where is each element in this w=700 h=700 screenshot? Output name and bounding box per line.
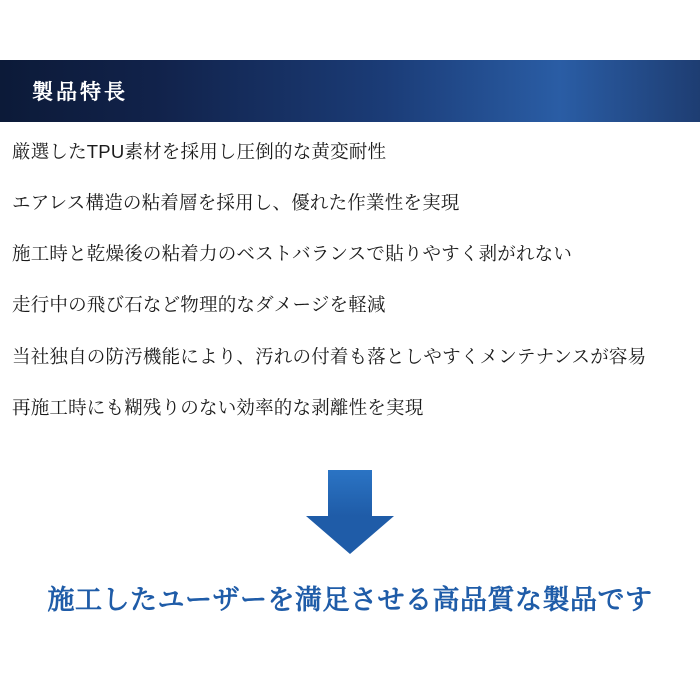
arrow-stem: [328, 470, 372, 516]
list-item: 厳選したTPU素材を採用し圧倒的な黄変耐性: [12, 141, 387, 162]
list-item: 当社独自の防汚機能により、汚れの付着も落としやすくメンテナンスが容易: [12, 345, 647, 367]
list-item: 走行中の飛び石など物理的なダメージを軽減: [12, 294, 386, 316]
conclusion-text: 施工したユーザーを満足させる高品質な製品です: [47, 585, 653, 615]
list-item: 施工時と乾燥後の粘着力のベストバランスで貼りやすく剥がれない: [12, 243, 573, 265]
section-header-bar: [0, 60, 700, 122]
arrow-head: [306, 516, 394, 554]
feature-list: [0, 140, 700, 447]
arrow-container: [0, 470, 700, 554]
page-title: 製品特長: [32, 81, 128, 104]
list-item: 再施工時にも糊残りのない効率的な剥離性を実現: [12, 396, 424, 418]
list-item: エアレス構造の粘着層を採用し、優れた作業性を実現: [12, 192, 460, 214]
down-arrow-icon: [306, 470, 394, 554]
